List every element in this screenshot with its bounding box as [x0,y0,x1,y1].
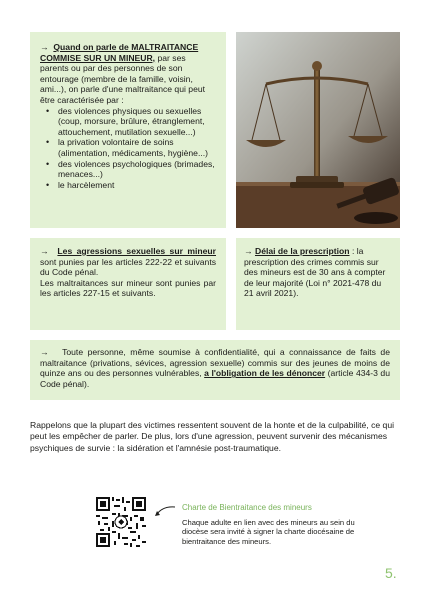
signalement-obligation: a l'obligation de les dénoncer [204,368,326,379]
list-item: • la privation volontaire de soins (alimentation, médicaments, hygiène...) [58,137,216,158]
agressions-text-1: sont punies par les articles 222-22 et suivants du Code pénal. [40,256,216,278]
maltraitance-list [58,106,216,191]
arrow-icon: → [244,246,253,256]
prescription-heading: Délai de la prescription [254,246,350,256]
arrow-icon: → [40,246,49,256]
charte-description: Chaque adulte en lien avec des mineurs au sein du diocèse sera invité à signer la charte diocésaine de bientraitance des mineurs. [182,518,355,546]
scales-of-justice-photo [236,32,400,228]
curved-arrow-icon [153,504,177,518]
signalement-box [30,340,400,400]
prescription-box [236,238,400,330]
maltraitance-intro-text: par ses parents ou par des personnes de son entourage (membre de la famille, voisin, ami...), on parle d'une maltraitance qui peut être caractérisée par : [40,52,206,105]
agressions-text [40,246,216,278]
maltraitance-heading: Quand on parle de MALTRAITANCE COMMISE SUR UN MINEUR, [40,42,199,63]
list-item: • des violences psychologiques (brimades, menaces...) [58,159,216,180]
maltraitance-box [30,32,226,228]
signalement-body: Toute personne, même soumise à confidentialité, qui a connaissance de faits de maltraitance (privations, sévices, agression sexuelle) commis sur des jeunes de moins de quinze ans ou des personnes vulnérables, [40,347,390,379]
arrow-icon: → [40,42,49,52]
signalement-tail: (article 434-3 du Code pénal). [40,368,390,389]
prescription-text [244,246,392,299]
agressions-text-2: Les maltraitances sur mineur sont punies par les articles 227-15 et suivants. [40,277,216,299]
list-item: • des violences physiques ou sexuelles (coup, morsure, brûlure, étranglement, attouchement, mutilation sexuelle...) [58,106,216,138]
qr-code[interactable] [96,497,146,547]
maltraitance-intro [40,42,216,106]
list-item: • le harcèlement [58,180,216,191]
agressions-heading: Les agressions sexuelles sur mineur [57,246,216,256]
charte-link[interactable]: Charte de Bientraitance des mineurs [182,503,312,512]
page-number: 5. [385,565,397,581]
prescription-body: : la prescription des crimes commis sur des mineurs est de 30 ans à compter de leur majorité (Loi n° 2021-478 du 21 avril 2021). [244,246,386,299]
arrow-icon: → [40,347,49,357]
signalement-text [40,347,390,389]
agressions-box [30,238,226,330]
rappel-paragraph: Rappelons que la plupart des victimes ressentent souvent de la honte et de la culpabilité, ce qui peut les empêcher de parler. De plus, lors d'une agression, peuvent survenir des mécanismes psychiques de survie : la sidération et l'amnésie post-traumatique. [30,420,395,453]
